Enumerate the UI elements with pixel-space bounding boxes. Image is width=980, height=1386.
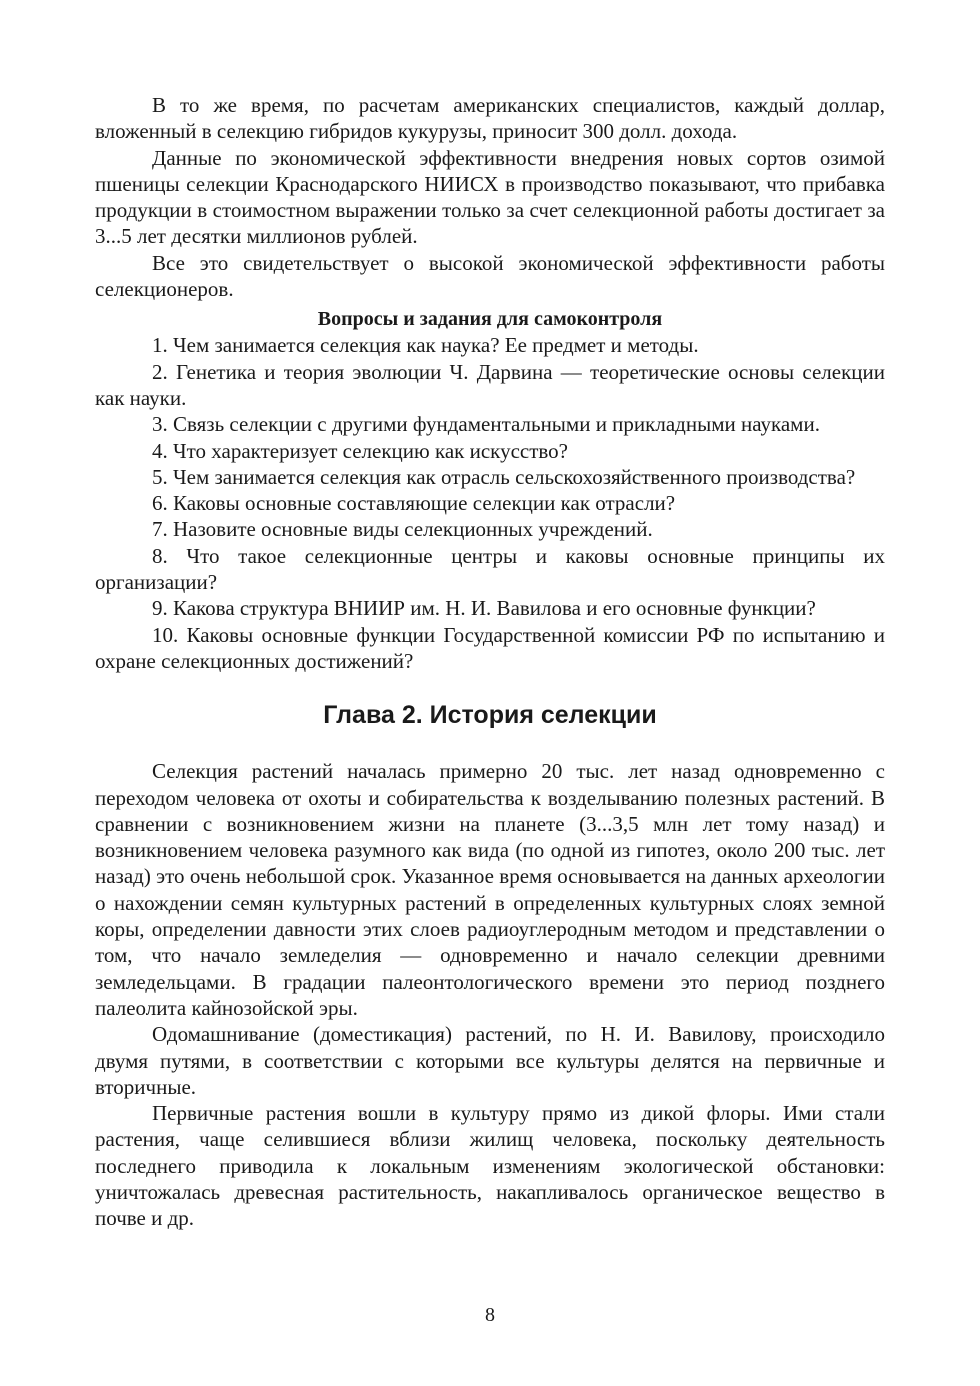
page-number: 8 xyxy=(485,1304,495,1326)
chapter-title: Глава 2. История селекции xyxy=(323,701,657,730)
question-item: 2. Генетика и теория эволюции Ч. Дарвина — теоретические основы селекции как науки. xyxy=(95,359,885,410)
question-item: 9. Какова структура ВНИИР им. Н. И. Вавилова и его основные функции? xyxy=(152,596,816,621)
question-item: 6. Каковы основные составляющие селекции как отрасли? xyxy=(152,491,676,516)
question-item: 7. Назовите основные виды селекционных учреждений. xyxy=(152,517,653,542)
question-item: 10. Каковы основные функции Государственной комиссии РФ по испытанию и охране селекционных достижений? xyxy=(95,622,885,673)
intro-paragraph: В то же время, по расчетам американских специалистов, каждый доллар, вложенный в селекцию гибридов кукурузы, приносит 300 долл. дохода. xyxy=(95,93,885,144)
question-item: 3. Связь селекции с другими фундаментальными и прикладными науками. xyxy=(152,412,820,437)
intro-paragraph: Все это свидетельствует о высокой экономической эффективности работы селекционеров. xyxy=(95,250,885,302)
questions-heading: Вопросы и задания для самоконтроля xyxy=(317,308,663,331)
page-content xyxy=(95,92,885,1232)
question-item: 8. Что такое селекционные центры и каковы основные принципы их организации? xyxy=(95,543,885,595)
intro-paragraph: Данные по экономической эффективности внедрения новых сортов озимой пшеницы селекции Краснодарского НИИСХ в производство показывают, что прибавка продукции в стоимостном выражении только за счет селекционной работы достигает за 3...5 лет десятки миллионов рублей. xyxy=(95,145,885,249)
question-item: 1. Чем занимается селекция как наука? Ее предмет и методы. xyxy=(152,333,699,358)
question-item: 5. Чем занимается селекция как отрасль сельскохозяйственного производства? xyxy=(152,464,856,489)
question-item: 4. Что характеризует селекцию как искусство? xyxy=(152,438,569,463)
chapter-paragraph: Первичные растения вошли в культуру прямо из дикой флоры. Ими стали растения, чаще селившиеся вблизи жилищ человека, поскольку деятельность последнего приводила к локальным изменениям экологической обстановки: уничтожалась древесная растительность, накапливалось органическое вещество в почве и др. xyxy=(95,1101,885,1231)
chapter-paragraph: Селекция растений началась примерно 20 тыс. лет назад одновременно с переходом человека от охоты и собирательства к возделыванию полезных растений. В сравнении с возникновением жизни на планете (3...3,5 млн лет тому назад) и возникновением человека разумного как вида (по одной из гипотез, около 200 тыс. лет назад) это очень небольшой срок. Указанное время основывается на данных археологии о нахождении семян культурных растений в определенных культурных слоях земной коры, определении давности этих слоев радиоуглеродным методом и представлении о том, что начало земледелия — одновременно и начало селекции древними земледельцами. В градации палеонтологического времени это период позднего палеолита кайнозойской эры. xyxy=(95,759,885,1020)
chapter-paragraph: Одомашнивание (доместикация) растений, по Н. И. Вавилову, происходило двумя путями, в соответствии с которыми все культуры делятся на первичные и вторичные. xyxy=(95,1022,885,1099)
